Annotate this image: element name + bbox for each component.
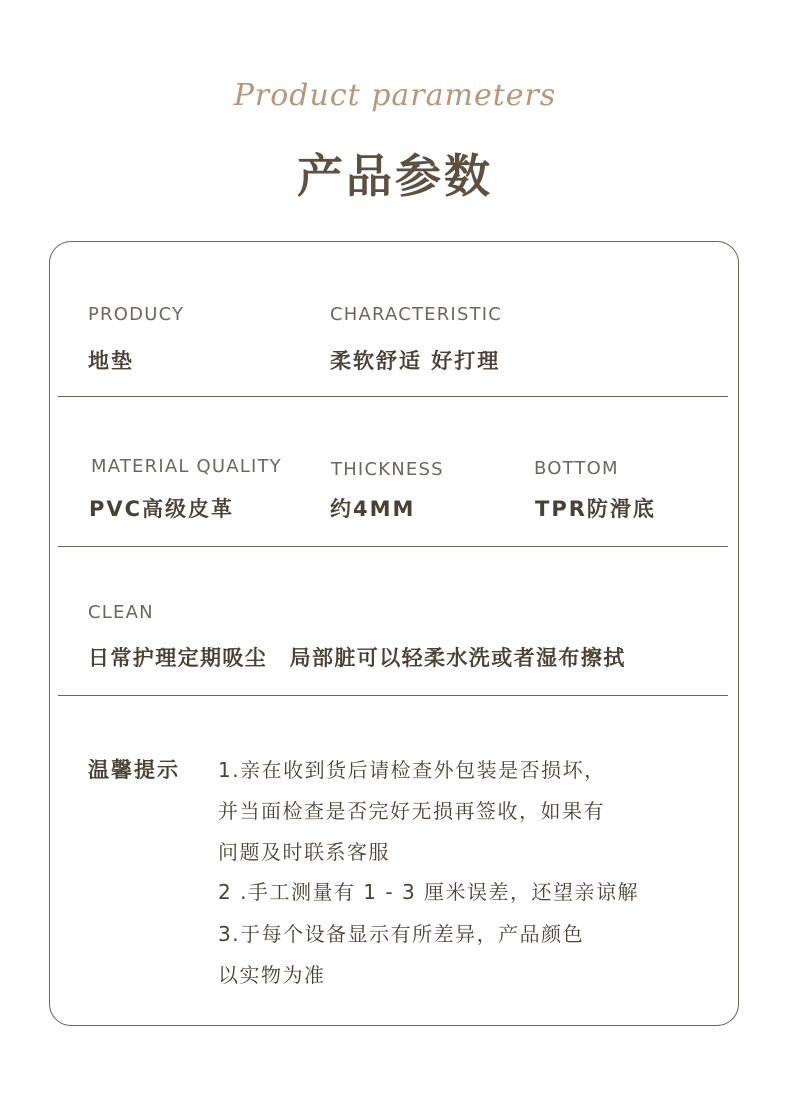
material-label: MATERIAL QUALITY <box>91 456 282 477</box>
bottom-value: TPR防滑底 <box>535 497 656 521</box>
tips-line: 问题及时联系客服 <box>218 840 390 864</box>
divider-1 <box>58 396 728 397</box>
tips-line: 以实物为准 <box>218 963 326 987</box>
characteristic-label: CHARACTERISTIC <box>330 304 503 325</box>
clean-value: 日常护理定期吸尘 局部脏可以轻柔水洗或者湿布擦拭 <box>88 646 626 670</box>
clean-label: CLEAN <box>88 602 154 623</box>
tips-line: 2 .手工测量有 1 - 3 厘米误差，还望亲谅解 <box>218 880 640 904</box>
page-title: 产品参数 <box>297 149 493 203</box>
characteristic-value: 柔软舒适 好打理 <box>330 349 501 373</box>
product-label: PRODUCY <box>88 304 185 325</box>
tips-line: 3.于每个设备显示有所差异，产品颜色 <box>218 922 585 946</box>
thickness-label: THICKNESS <box>331 459 444 480</box>
tips-line: 1.亲在收到货后请检查外包装是否损坏， <box>218 758 606 782</box>
tips-line: 并当面检查是否完好无损再签收，如果有 <box>218 799 605 823</box>
material-value: PVC高级皮革 <box>89 497 235 521</box>
product-value: 地垫 <box>88 349 134 373</box>
divider-2 <box>58 546 728 547</box>
script-title: Product parameters <box>233 78 557 113</box>
bottom-label: BOTTOM <box>534 458 619 479</box>
thickness-value: 约4MM <box>330 497 416 521</box>
divider-3 <box>58 695 728 696</box>
tips-title: 温馨提示 <box>88 758 180 782</box>
